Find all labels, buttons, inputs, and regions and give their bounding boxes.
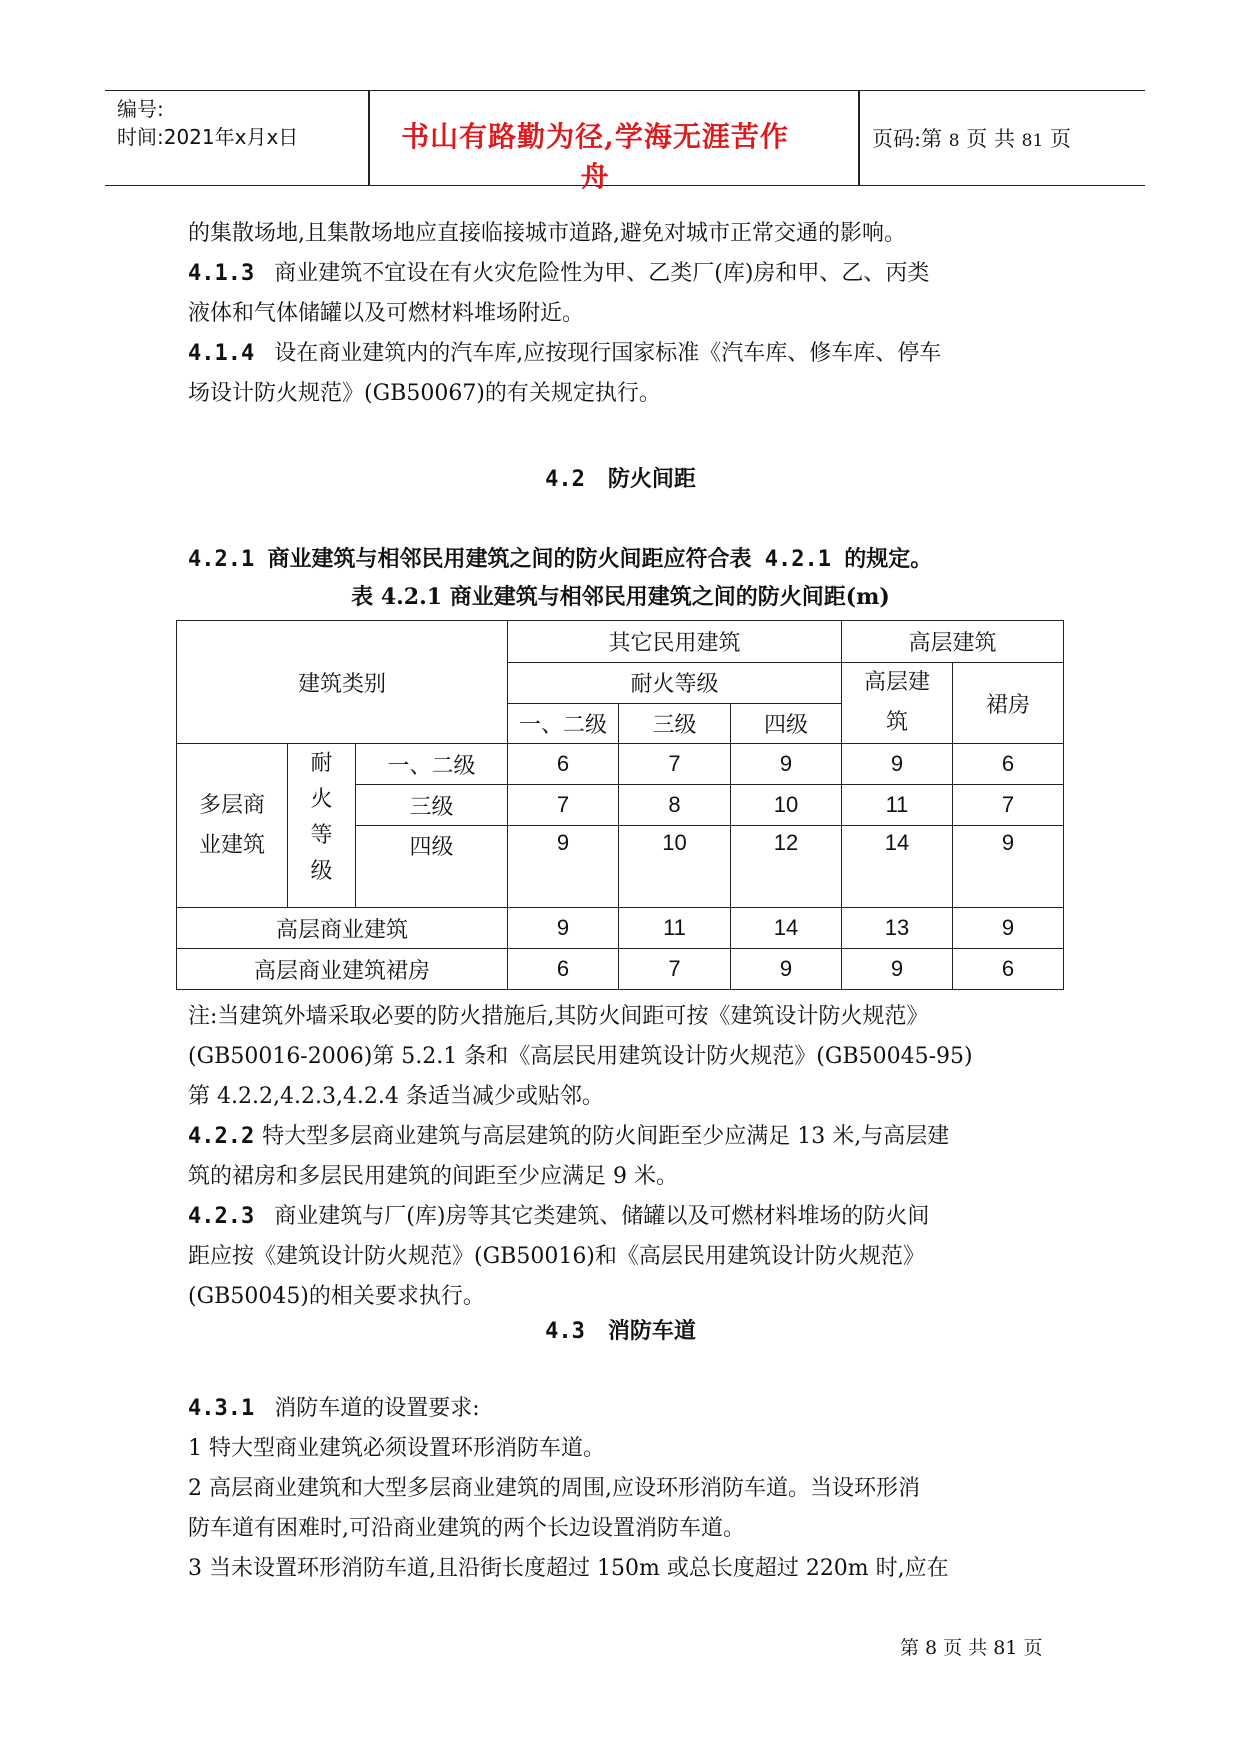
header-page-total: 81 — [1021, 131, 1044, 151]
cell-value: 9 — [731, 949, 842, 990]
header-grade-4: 四级 — [731, 703, 842, 744]
cell-value: 14 — [842, 826, 953, 908]
header-page-mid: 页 共 — [966, 127, 1015, 151]
clause-text: 商业建筑与厂(库)房等其它类建筑、储罐以及可燃材料堆场的防火间 — [274, 1204, 930, 1229]
header-high-rise: 高层建筑 — [842, 621, 1064, 663]
cell-value: 7 — [953, 785, 1064, 826]
cell-value: 10 — [619, 826, 731, 908]
header-high-rise-building — [842, 663, 953, 744]
cell-value: 10 — [731, 785, 842, 826]
header-number-label: 编号: — [117, 97, 164, 121]
cell-value: 9 — [508, 826, 619, 908]
clause-label: 4.1.3 — [188, 261, 255, 286]
row-label: 高层商业建筑 — [177, 908, 508, 949]
cell-value: 6 — [508, 744, 619, 785]
header-meta — [117, 95, 298, 151]
list-item-continuation: 防车道有困难时,可沿商业建筑的两个长边设置消防车道。 — [188, 1516, 745, 1541]
cell-value: 12 — [731, 826, 842, 908]
clause-4-3-1 — [188, 1389, 1068, 1589]
clause-label: 4.1.4 — [188, 341, 255, 366]
clause-text: 特大型多层商业建筑与高层建筑的防火间距至少应满足 13 米,与高层建 — [262, 1124, 950, 1149]
cell-value: 6 — [953, 744, 1064, 785]
section-number: 4.3 — [545, 1319, 585, 1344]
section-heading-4-3 — [0, 1314, 1241, 1345]
cell-value: 9 — [842, 744, 953, 785]
row-label: 三级 — [356, 785, 508, 826]
cell-value: 11 — [842, 785, 953, 826]
group-text: 耐 — [310, 751, 333, 776]
header-grade-1-2: 一、二级 — [508, 703, 619, 744]
fire-distance-table — [176, 620, 1064, 990]
clause-text: 距应按《建筑设计防火规范》(GB50016)和《高层民用建筑设计防火规范》 — [188, 1244, 925, 1269]
group-text: 业建筑 — [198, 832, 265, 858]
clause-label: 4.2.2 — [188, 1124, 255, 1149]
clause-label: 4.3.1 — [188, 1396, 255, 1421]
clause-text: 商业建筑不宜设在有火灾危险性为甲、乙类厂(库)房和甲、乙、丙类 — [274, 261, 930, 286]
row-label: 四级 — [356, 826, 508, 908]
cell-value: 9 — [731, 744, 842, 785]
clause-label: 4.2.3 — [188, 1204, 255, 1229]
paragraph-continuation: 的集散场地,且集散场地应直接临接城市道路,避免对城市正常交通的影响。 — [188, 221, 906, 246]
section-number: 4.2 — [545, 467, 585, 492]
clause-text: 场设计防火规范》(GB50067)的有关规定执行。 — [188, 381, 661, 406]
clause-text: 设在商业建筑内的汽车库,应按现行国家标准《汽车库、修车库、停车 — [274, 341, 942, 366]
cell-value: 9 — [953, 908, 1064, 949]
group-text: 级 — [310, 859, 333, 884]
clause-4-1-4 — [188, 334, 1068, 414]
list-item: 1 特大型商业建筑必须设置环形消防车道。 — [188, 1436, 605, 1461]
header-fire-rating: 耐火等级 — [508, 663, 842, 704]
header-divider-left — [368, 91, 370, 185]
header-other-civil: 其它民用建筑 — [508, 621, 842, 663]
cell-value: 6 — [508, 949, 619, 990]
note-line: (GB50016-2006)第 5.2.1 条和《高层民用建筑设计防火规范》(GB50045-95) — [188, 1044, 973, 1069]
note-line: 注:当建筑外墙采取必要的防火措施后,其防火间距可按《建筑设计防火规范》 — [188, 1004, 929, 1029]
header-page-current: 8 — [948, 131, 960, 151]
cell-value: 8 — [619, 785, 731, 826]
header-page-prefix: 页码:第 — [872, 127, 943, 151]
table-row — [177, 949, 1064, 990]
cell-value: 9 — [842, 949, 953, 990]
clause-4-2-3 — [188, 1197, 1068, 1317]
header-text: 筑 — [885, 710, 908, 735]
table-row — [177, 908, 1064, 949]
cell-value: 7 — [508, 785, 619, 826]
table-note — [188, 997, 1068, 1117]
table-row — [177, 744, 1064, 785]
header-grade-3: 三级 — [619, 703, 731, 744]
clause-4-1-3 — [188, 254, 1068, 334]
section-title: 防火间距 — [607, 466, 696, 492]
header-time-label: 时间:2021年x月x日 — [117, 125, 299, 149]
row-group-multi-storey — [177, 744, 288, 908]
clause-text: 筑的裙房和多层民用建筑的间距至少应满足 9 米。 — [188, 1164, 678, 1189]
row-label: 高层商业建筑裙房 — [177, 949, 508, 990]
header-text: 高层建 — [863, 670, 930, 695]
clause-text: 液体和气体储罐以及可燃材料堆场附近。 — [188, 301, 585, 326]
cell-value: 7 — [619, 744, 731, 785]
note-line: 第 4.2.2,4.2.3,4.2.4 条适当减少或贴邻。 — [188, 1084, 604, 1109]
group-text: 火 — [310, 787, 333, 812]
group-text: 多层商 — [198, 792, 265, 818]
clause-4-2-2 — [188, 1117, 1068, 1197]
clause-text: (GB50045)的相关要求执行。 — [188, 1284, 485, 1309]
cell-value: 6 — [953, 949, 1064, 990]
list-item: 3 当未设置环形消防车道,且沿街长度超过 150m 或总长度超过 220m 时,应在 — [188, 1556, 949, 1581]
cell-value: 7 — [619, 949, 731, 990]
header-podium: 裙房 — [953, 663, 1064, 744]
clause-4-2-1: 4.2.1 商业建筑与相邻民用建筑之间的防火间距应符合表 4.2.1 的规定。 — [188, 547, 933, 572]
list-item: 2 高层商业建筑和大型多层商业建筑的周围,应设环形消防车道。当设环形消 — [188, 1476, 920, 1501]
header-category: 建筑类别 — [177, 621, 508, 744]
page-footer: 第 8 页 共 81 页 — [900, 1637, 1043, 1659]
cell-value: 11 — [619, 908, 731, 949]
header-motto: 书山有路勤为径,学海无涯苦作舟 — [401, 120, 789, 193]
page-header — [105, 90, 1145, 193]
section-heading-4-2 — [0, 462, 1241, 493]
cell-value: 14 — [731, 908, 842, 949]
table-title: 表 4.2.1 商业建筑与相邻民用建筑之间的防火间距(m) — [351, 584, 890, 610]
clause-text: 消防车道的设置要求: — [274, 1396, 480, 1421]
cell-value: 9 — [953, 826, 1064, 908]
group-text: 等 — [310, 823, 333, 848]
cell-value: 13 — [842, 908, 953, 949]
header-page-info — [872, 123, 1071, 153]
section-title: 消防车道 — [607, 1318, 696, 1344]
cell-value: 9 — [508, 908, 619, 949]
row-group-fire-rating — [288, 744, 356, 908]
header-divider-right — [858, 91, 860, 185]
row-label: 一、二级 — [356, 744, 508, 785]
header-page-suffix: 页 — [1049, 127, 1071, 151]
